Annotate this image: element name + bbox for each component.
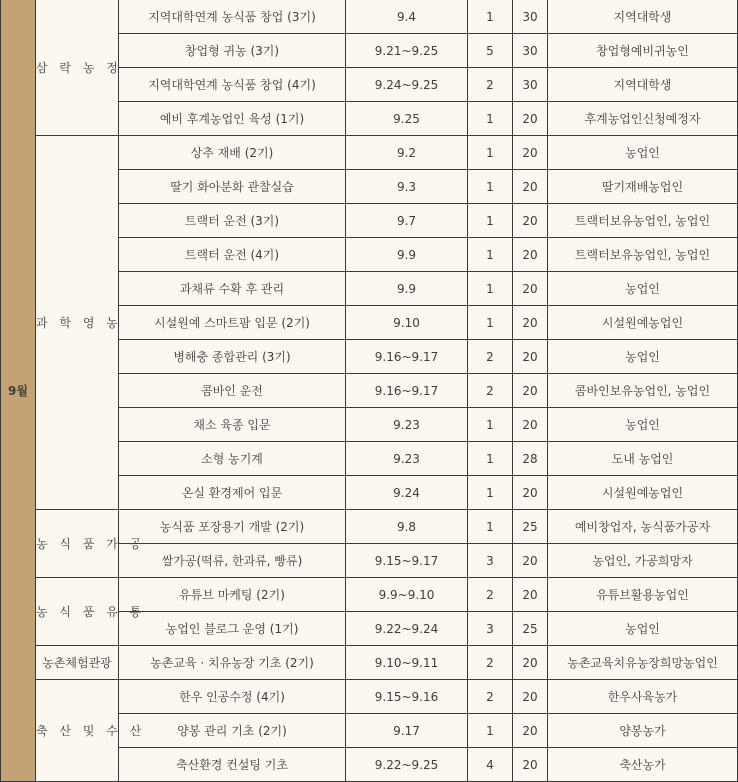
days-cell: 1 [468, 238, 513, 272]
days-cell: 1 [468, 714, 513, 748]
target-audience-cell: 농업인 [548, 136, 738, 170]
category-cell: 삼 락 농 정 [36, 0, 119, 136]
target-audience-cell: 트랙터보유농업인, 농업인 [548, 204, 738, 238]
capacity-cell: 25 [513, 510, 548, 544]
capacity-cell: 20 [513, 306, 548, 340]
date-cell: 9.22~9.24 [346, 612, 468, 646]
capacity-cell: 28 [513, 442, 548, 476]
target-audience-cell: 창업형예비귀농인 [548, 34, 738, 68]
table-row [1, 578, 738, 612]
days-cell: 1 [468, 0, 513, 34]
target-audience-cell: 도내 농업인 [548, 442, 738, 476]
capacity-cell: 20 [513, 340, 548, 374]
days-cell: 2 [468, 340, 513, 374]
category-cell: 과 학 영 농 [36, 136, 119, 510]
category-cell: 농촌체험관광 [36, 646, 119, 680]
days-cell: 2 [468, 646, 513, 680]
days-cell: 5 [468, 34, 513, 68]
target-audience-cell: 농촌교육치유농장희망농업인 [548, 646, 738, 680]
table-row [1, 0, 738, 34]
date-cell: 9.15~9.17 [346, 544, 468, 578]
course-name-cell: 과채류 수확 후 관리 [119, 272, 346, 306]
target-audience-cell: 콤바인보유농업인, 농업인 [548, 374, 738, 408]
course-name-cell: 유튜브 마케팅 (2기) [119, 578, 346, 612]
capacity-cell: 20 [513, 646, 548, 680]
date-cell: 9.7 [346, 204, 468, 238]
capacity-cell: 20 [513, 476, 548, 510]
course-name-cell: 한우 인공수정 (4기) [119, 680, 346, 714]
date-cell: 9.22~9.25 [346, 748, 468, 782]
course-name-cell: 지역대학연계 농식품 창업 (3기) [119, 0, 346, 34]
course-name-cell: 농업인 블로그 운영 (1기) [119, 612, 346, 646]
category-cell: 축 산 및 수 산 [36, 680, 119, 782]
course-name-cell: 트랙터 운전 (3기) [119, 204, 346, 238]
target-audience-cell: 양봉농가 [548, 714, 738, 748]
date-cell: 9.9 [346, 238, 468, 272]
course-name-cell: 지역대학연계 농식품 창업 (4기) [119, 68, 346, 102]
target-audience-cell: 농업인 [548, 612, 738, 646]
capacity-cell: 20 [513, 544, 548, 578]
days-cell: 1 [468, 136, 513, 170]
target-audience-cell: 시설원예농업인 [548, 306, 738, 340]
target-audience-cell: 농업인 [548, 340, 738, 374]
days-cell: 1 [468, 408, 513, 442]
target-audience-cell: 시설원예농업인 [548, 476, 738, 510]
course-name-cell: 창업형 귀농 (3기) [119, 34, 346, 68]
date-cell: 9.23 [346, 442, 468, 476]
capacity-cell: 25 [513, 612, 548, 646]
target-audience-cell: 축산농가 [548, 748, 738, 782]
target-audience-cell: 예비창업자, 농식품가공자 [548, 510, 738, 544]
date-cell: 9.10 [346, 306, 468, 340]
course-name-cell: 예비 후계농업인 육성 (1기) [119, 102, 346, 136]
capacity-cell: 30 [513, 0, 548, 34]
category-cell: 농 식 품 가 공 [36, 510, 119, 578]
date-cell: 9.24 [346, 476, 468, 510]
days-cell: 2 [468, 374, 513, 408]
days-cell: 3 [468, 544, 513, 578]
date-cell: 9.8 [346, 510, 468, 544]
date-cell: 9.16~9.17 [346, 340, 468, 374]
target-audience-cell: 한우사육농가 [548, 680, 738, 714]
course-name-cell: 병해충 종합관리 (3기) [119, 340, 346, 374]
date-cell: 9.21~9.25 [346, 34, 468, 68]
capacity-cell: 20 [513, 272, 548, 306]
capacity-cell: 20 [513, 238, 548, 272]
days-cell: 1 [468, 102, 513, 136]
days-cell: 1 [468, 442, 513, 476]
capacity-cell: 20 [513, 204, 548, 238]
date-cell: 9.9~9.10 [346, 578, 468, 612]
capacity-cell: 20 [513, 136, 548, 170]
target-audience-cell: 후계농업인신청예정자 [548, 102, 738, 136]
capacity-cell: 20 [513, 748, 548, 782]
date-cell: 9.24~9.25 [346, 68, 468, 102]
target-audience-cell: 농업인 [548, 408, 738, 442]
course-name-cell: 쌀가공(떡류, 한과류, 빵류) [119, 544, 346, 578]
date-cell: 9.3 [346, 170, 468, 204]
date-cell: 9.4 [346, 0, 468, 34]
date-cell: 9.25 [346, 102, 468, 136]
course-name-cell: 채소 육종 입문 [119, 408, 346, 442]
days-cell: 3 [468, 612, 513, 646]
days-cell: 4 [468, 748, 513, 782]
days-cell: 1 [468, 170, 513, 204]
date-cell: 9.16~9.17 [346, 374, 468, 408]
table-row [1, 646, 738, 680]
target-audience-cell: 트랙터보유농업인, 농업인 [548, 238, 738, 272]
days-cell: 1 [468, 306, 513, 340]
course-name-cell: 시설원예 스마트팜 입문 (2기) [119, 306, 346, 340]
course-name-cell: 트랙터 운전 (4기) [119, 238, 346, 272]
course-name-cell: 소형 농기계 [119, 442, 346, 476]
days-cell: 1 [468, 204, 513, 238]
days-cell: 1 [468, 510, 513, 544]
capacity-cell: 20 [513, 170, 548, 204]
date-cell: 9.9 [346, 272, 468, 306]
capacity-cell: 30 [513, 68, 548, 102]
course-name-cell: 농촌교육 · 치유농장 기초 (2기) [119, 646, 346, 680]
course-name-cell: 콤바인 운전 [119, 374, 346, 408]
category-cell: 농 식 품 유 통 [36, 578, 119, 646]
course-name-cell: 축산환경 컨설팅 기초 [119, 748, 346, 782]
capacity-cell: 30 [513, 34, 548, 68]
course-name-cell: 온실 환경제어 입문 [119, 476, 346, 510]
capacity-cell: 20 [513, 714, 548, 748]
days-cell: 2 [468, 680, 513, 714]
course-name-cell: 딸기 화아분화 관찰실습 [119, 170, 346, 204]
capacity-cell: 20 [513, 102, 548, 136]
course-name-cell: 농식품 포장용기 개발 (2기) [119, 510, 346, 544]
date-cell: 9.17 [346, 714, 468, 748]
date-cell: 9.23 [346, 408, 468, 442]
date-cell: 9.10~9.11 [346, 646, 468, 680]
days-cell: 1 [468, 272, 513, 306]
target-audience-cell: 농업인 [548, 272, 738, 306]
target-audience-cell: 지역대학생 [548, 0, 738, 34]
target-audience-cell: 유튜브활용농업인 [548, 578, 738, 612]
days-cell: 2 [468, 68, 513, 102]
target-audience-cell: 농업인, 가공희망자 [548, 544, 738, 578]
days-cell: 2 [468, 578, 513, 612]
date-cell: 9.15~9.16 [346, 680, 468, 714]
table-row [1, 680, 738, 714]
target-audience-cell: 지역대학생 [548, 68, 738, 102]
course-name-cell: 상추 재배 (2기) [119, 136, 346, 170]
capacity-cell: 20 [513, 578, 548, 612]
target-audience-cell: 딸기재배농업인 [548, 170, 738, 204]
capacity-cell: 20 [513, 680, 548, 714]
table-row [1, 510, 738, 544]
capacity-cell: 20 [513, 374, 548, 408]
month-label: 9월 [1, 0, 36, 782]
days-cell: 1 [468, 476, 513, 510]
date-cell: 9.2 [346, 136, 468, 170]
capacity-cell: 20 [513, 408, 548, 442]
table-row [1, 136, 738, 170]
schedule-body [1, 0, 738, 782]
course-name-cell: 양봉 관리 기초 (2기) [119, 714, 346, 748]
